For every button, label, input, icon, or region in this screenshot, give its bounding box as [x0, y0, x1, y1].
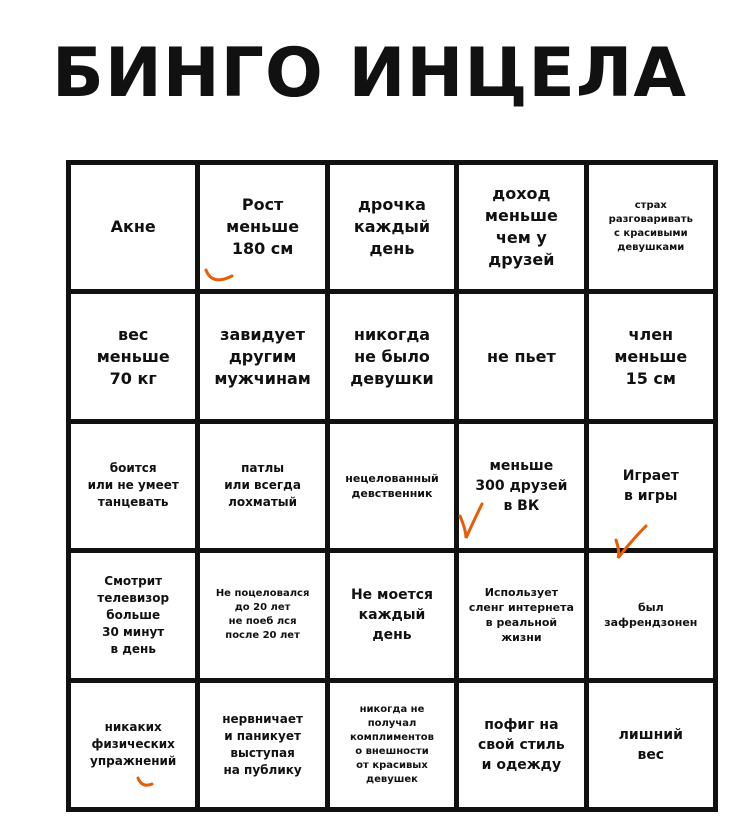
cell-label: Использует сленг интернета в реальной жизни: [468, 586, 574, 645]
cell-label: нервничает и паникует выступая на публику: [222, 711, 303, 777]
bingo-cell[interactable]: [330, 165, 454, 289]
bingo-cell[interactable]: [330, 424, 454, 548]
bingo-cell[interactable]: [459, 553, 583, 677]
bingo-cell[interactable]: [589, 294, 713, 418]
bingo-cell[interactable]: [71, 294, 195, 418]
bingo-cell[interactable]: [71, 553, 195, 677]
cell-label: боится или не умеет танцевать: [87, 461, 179, 510]
bingo-cell[interactable]: [200, 553, 324, 677]
cell-label: пофиг на свой стиль и одежду: [477, 716, 565, 773]
cell-label: лишний вес: [618, 726, 683, 763]
bingo-cell[interactable]: [330, 683, 454, 807]
bingo-cell[interactable]: [589, 424, 713, 548]
cell-label: член меньше 15 см: [614, 324, 688, 388]
bingo-cell[interactable]: [589, 165, 713, 289]
bingo-cell[interactable]: [459, 294, 583, 418]
bingo-cell[interactable]: [459, 424, 583, 548]
cell-label: нецелованный девственник: [345, 471, 439, 500]
cell-label: страх разговаривать с красивыми девушками: [608, 200, 693, 254]
cell-label: никогда не получал комплиментов о внешности от красивых девушек: [350, 703, 434, 785]
cell-label: доход меньше чем у друзей: [484, 184, 558, 270]
cell-label: никогда не было девушки: [350, 324, 434, 388]
cell-label: никаких физических упражнений: [90, 720, 177, 769]
cell-label: Не поцеловался до 20 лет не поеб лся после 20 лет: [215, 588, 310, 642]
cell-label: Акне: [110, 217, 156, 237]
bingo-cell[interactable]: [71, 165, 195, 289]
page-title: БИНГО ИНЦЕЛА: [52, 34, 687, 113]
cell-label: Не моется каждый день: [350, 587, 434, 644]
cell-label: не пьет: [487, 346, 556, 366]
cell-label: дрочка каждый день: [353, 195, 431, 259]
cell-label: Смотрит телевизор больше 30 минут в день: [97, 573, 170, 656]
bingo-cell[interactable]: [459, 165, 583, 289]
bingo-cell[interactable]: [589, 553, 713, 677]
bingo-cell[interactable]: [71, 424, 195, 548]
bingo-cell[interactable]: [459, 683, 583, 807]
bingo-cell[interactable]: [589, 683, 713, 807]
bingo-cell[interactable]: [330, 553, 454, 677]
cell-label: Рост меньше 180 см: [226, 195, 300, 259]
bingo-cell[interactable]: [200, 294, 324, 418]
cell-label: завидует другим мужчинам: [214, 324, 311, 388]
bingo-cell[interactable]: [200, 165, 324, 289]
bingo-cell[interactable]: [200, 424, 324, 548]
cell-label: патлы или всегда лохматый: [224, 461, 301, 510]
cell-label: вес меньше 70 кг: [96, 324, 170, 388]
cell-label: меньше 300 друзей в ВК: [475, 457, 568, 514]
bingo-cell[interactable]: [71, 683, 195, 807]
bingo-grid: [66, 160, 718, 812]
cell-label: Играет в игры: [622, 467, 679, 504]
bingo-cell[interactable]: [330, 294, 454, 418]
bingo-cell[interactable]: [200, 683, 324, 807]
cell-label: был зафрендзонен: [604, 601, 698, 630]
